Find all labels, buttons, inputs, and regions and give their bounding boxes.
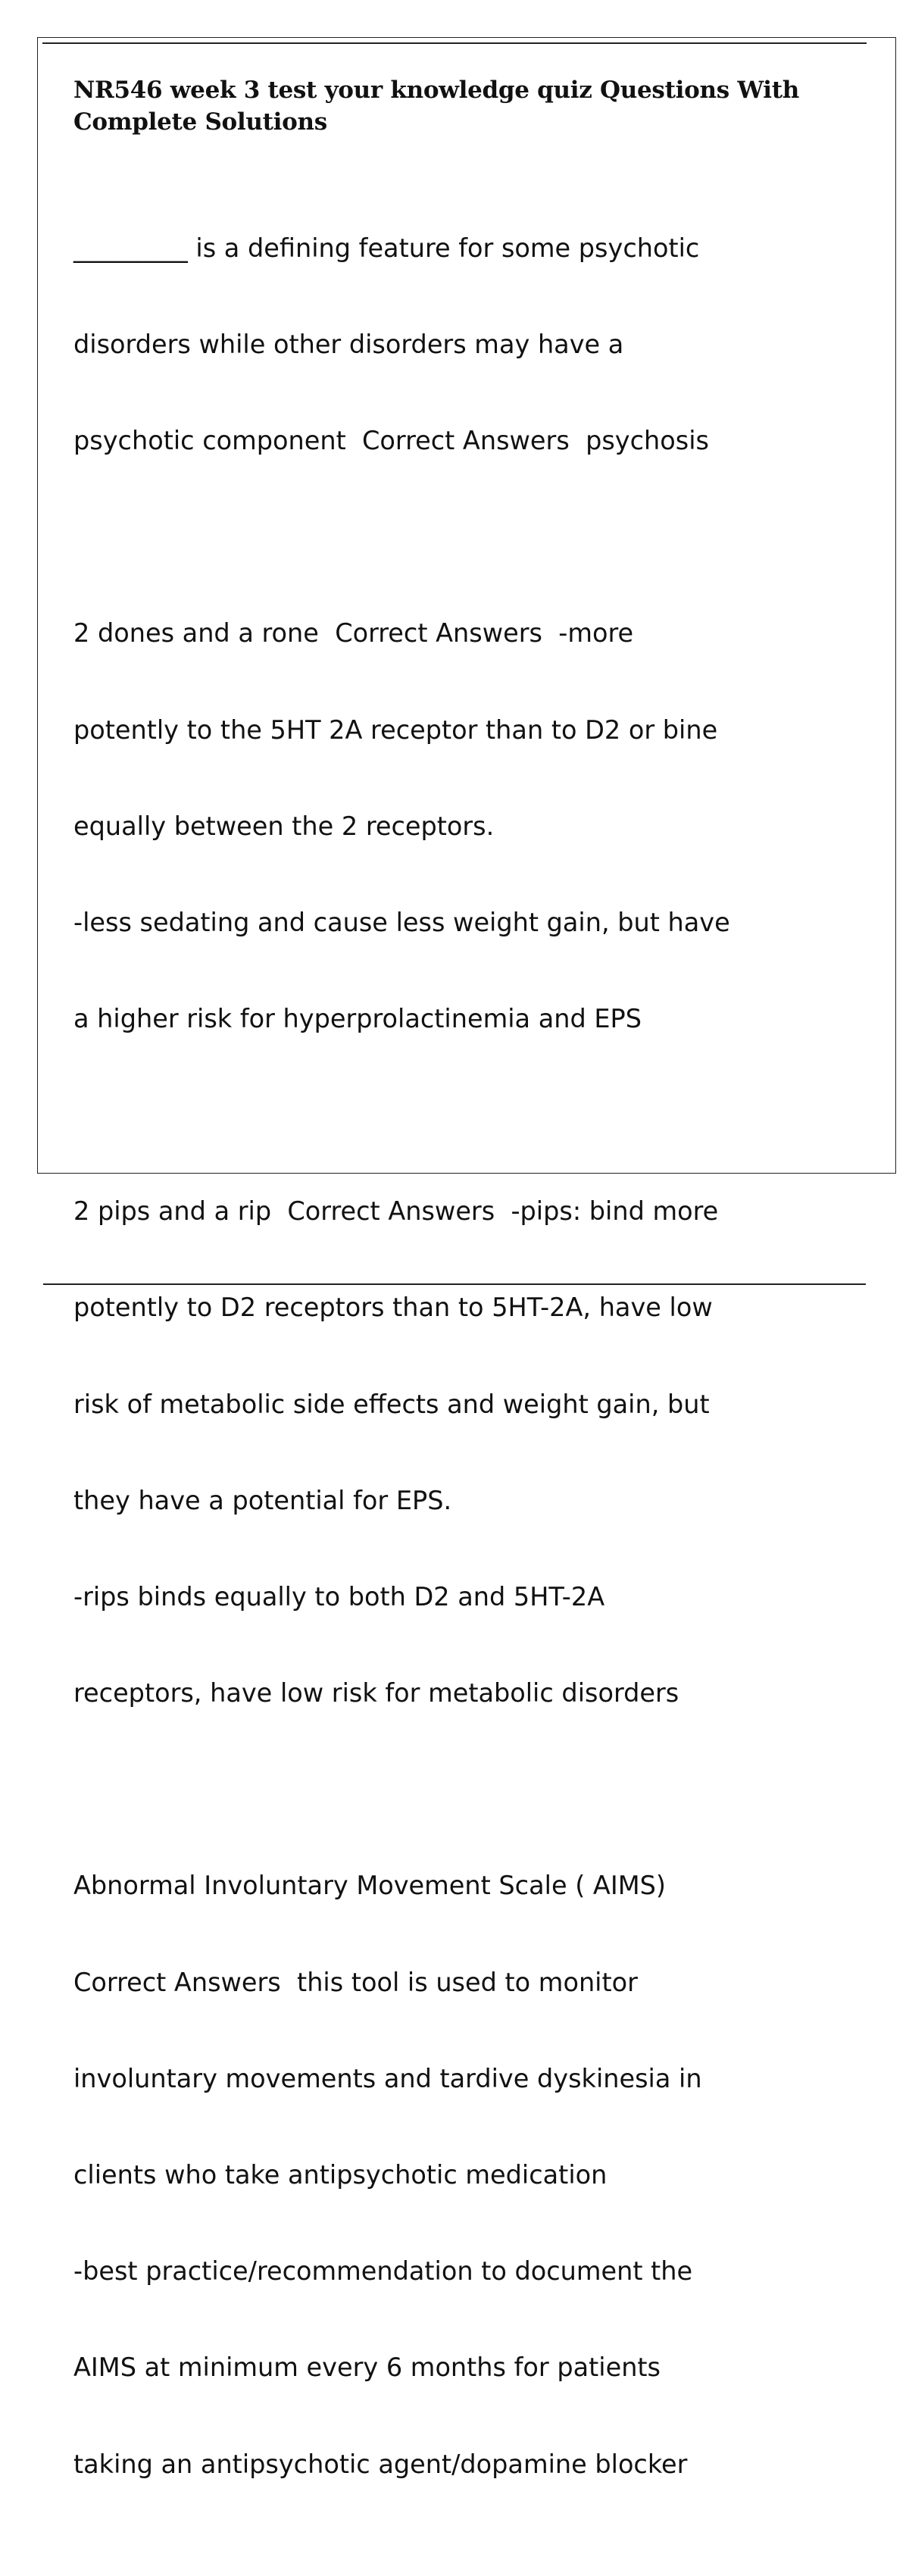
qa-line: disorders while other disorders may have a xyxy=(73,330,624,360)
qa-line: involuntary movements and tardive dyskinesia in xyxy=(73,2063,702,2093)
qa-line: Abnormal Involuntary Movement Scale ( AIMS) xyxy=(73,1871,666,1901)
document-content xyxy=(73,74,831,2576)
frame-top-rule xyxy=(42,42,867,44)
title-line-2: Complete Solutions xyxy=(73,108,327,136)
qa-item-aims xyxy=(73,1806,831,2545)
qa-line: clients who take antipsychotic medication xyxy=(73,2159,608,2190)
qa-line: 2 dones and a rone Correct Answers -more xyxy=(73,618,634,649)
qa-item-dones-rone xyxy=(73,553,831,1099)
qa-item-psychosis xyxy=(73,168,831,521)
qa-line: potently to D2 receptors than to 5HT-2A, have low xyxy=(73,1293,713,1323)
footer-rule xyxy=(43,1283,866,1285)
qa-line: -best practice/recommendation to document the xyxy=(73,2256,693,2287)
qa-line: Correct Answers this tool is used to monitor xyxy=(73,1967,638,1997)
qa-line: a higher risk for hyperprolactinemia and EPS xyxy=(73,1004,642,1034)
qa-line: _________ is a defining feature for some psychotic xyxy=(73,233,700,263)
qa-line: equally between the 2 receptors. xyxy=(73,811,495,841)
qa-line: -less sedating and cause less weight gain, but have xyxy=(73,907,730,937)
document-title xyxy=(73,74,831,138)
qa-line: 2 pips and a rip Correct Answers -pips: bind more xyxy=(73,1196,719,1227)
qa-line: they have a potential for EPS. xyxy=(73,1485,452,1515)
title-line-1: NR546 week 3 test your knowledge quiz Questions With xyxy=(73,77,800,104)
qa-item-pips-rip xyxy=(73,1131,831,1774)
qa-line: taking an antipsychotic agent/dopamine blocker xyxy=(73,2449,688,2479)
qa-line: -rips binds equally to both D2 and 5HT-2A xyxy=(73,1582,605,1612)
qa-line: risk of metabolic side effects and weight gain, but xyxy=(73,1389,710,1419)
qa-line: receptors, have low risk for metabolic disorders xyxy=(73,1678,679,1708)
qa-line: psychotic component Correct Answers psychosis xyxy=(73,426,709,456)
qa-line: AIMS at minimum every 6 months for patients xyxy=(73,2352,661,2383)
qa-line: potently to the 5HT 2A receptor than to D2 or bine xyxy=(73,714,718,745)
